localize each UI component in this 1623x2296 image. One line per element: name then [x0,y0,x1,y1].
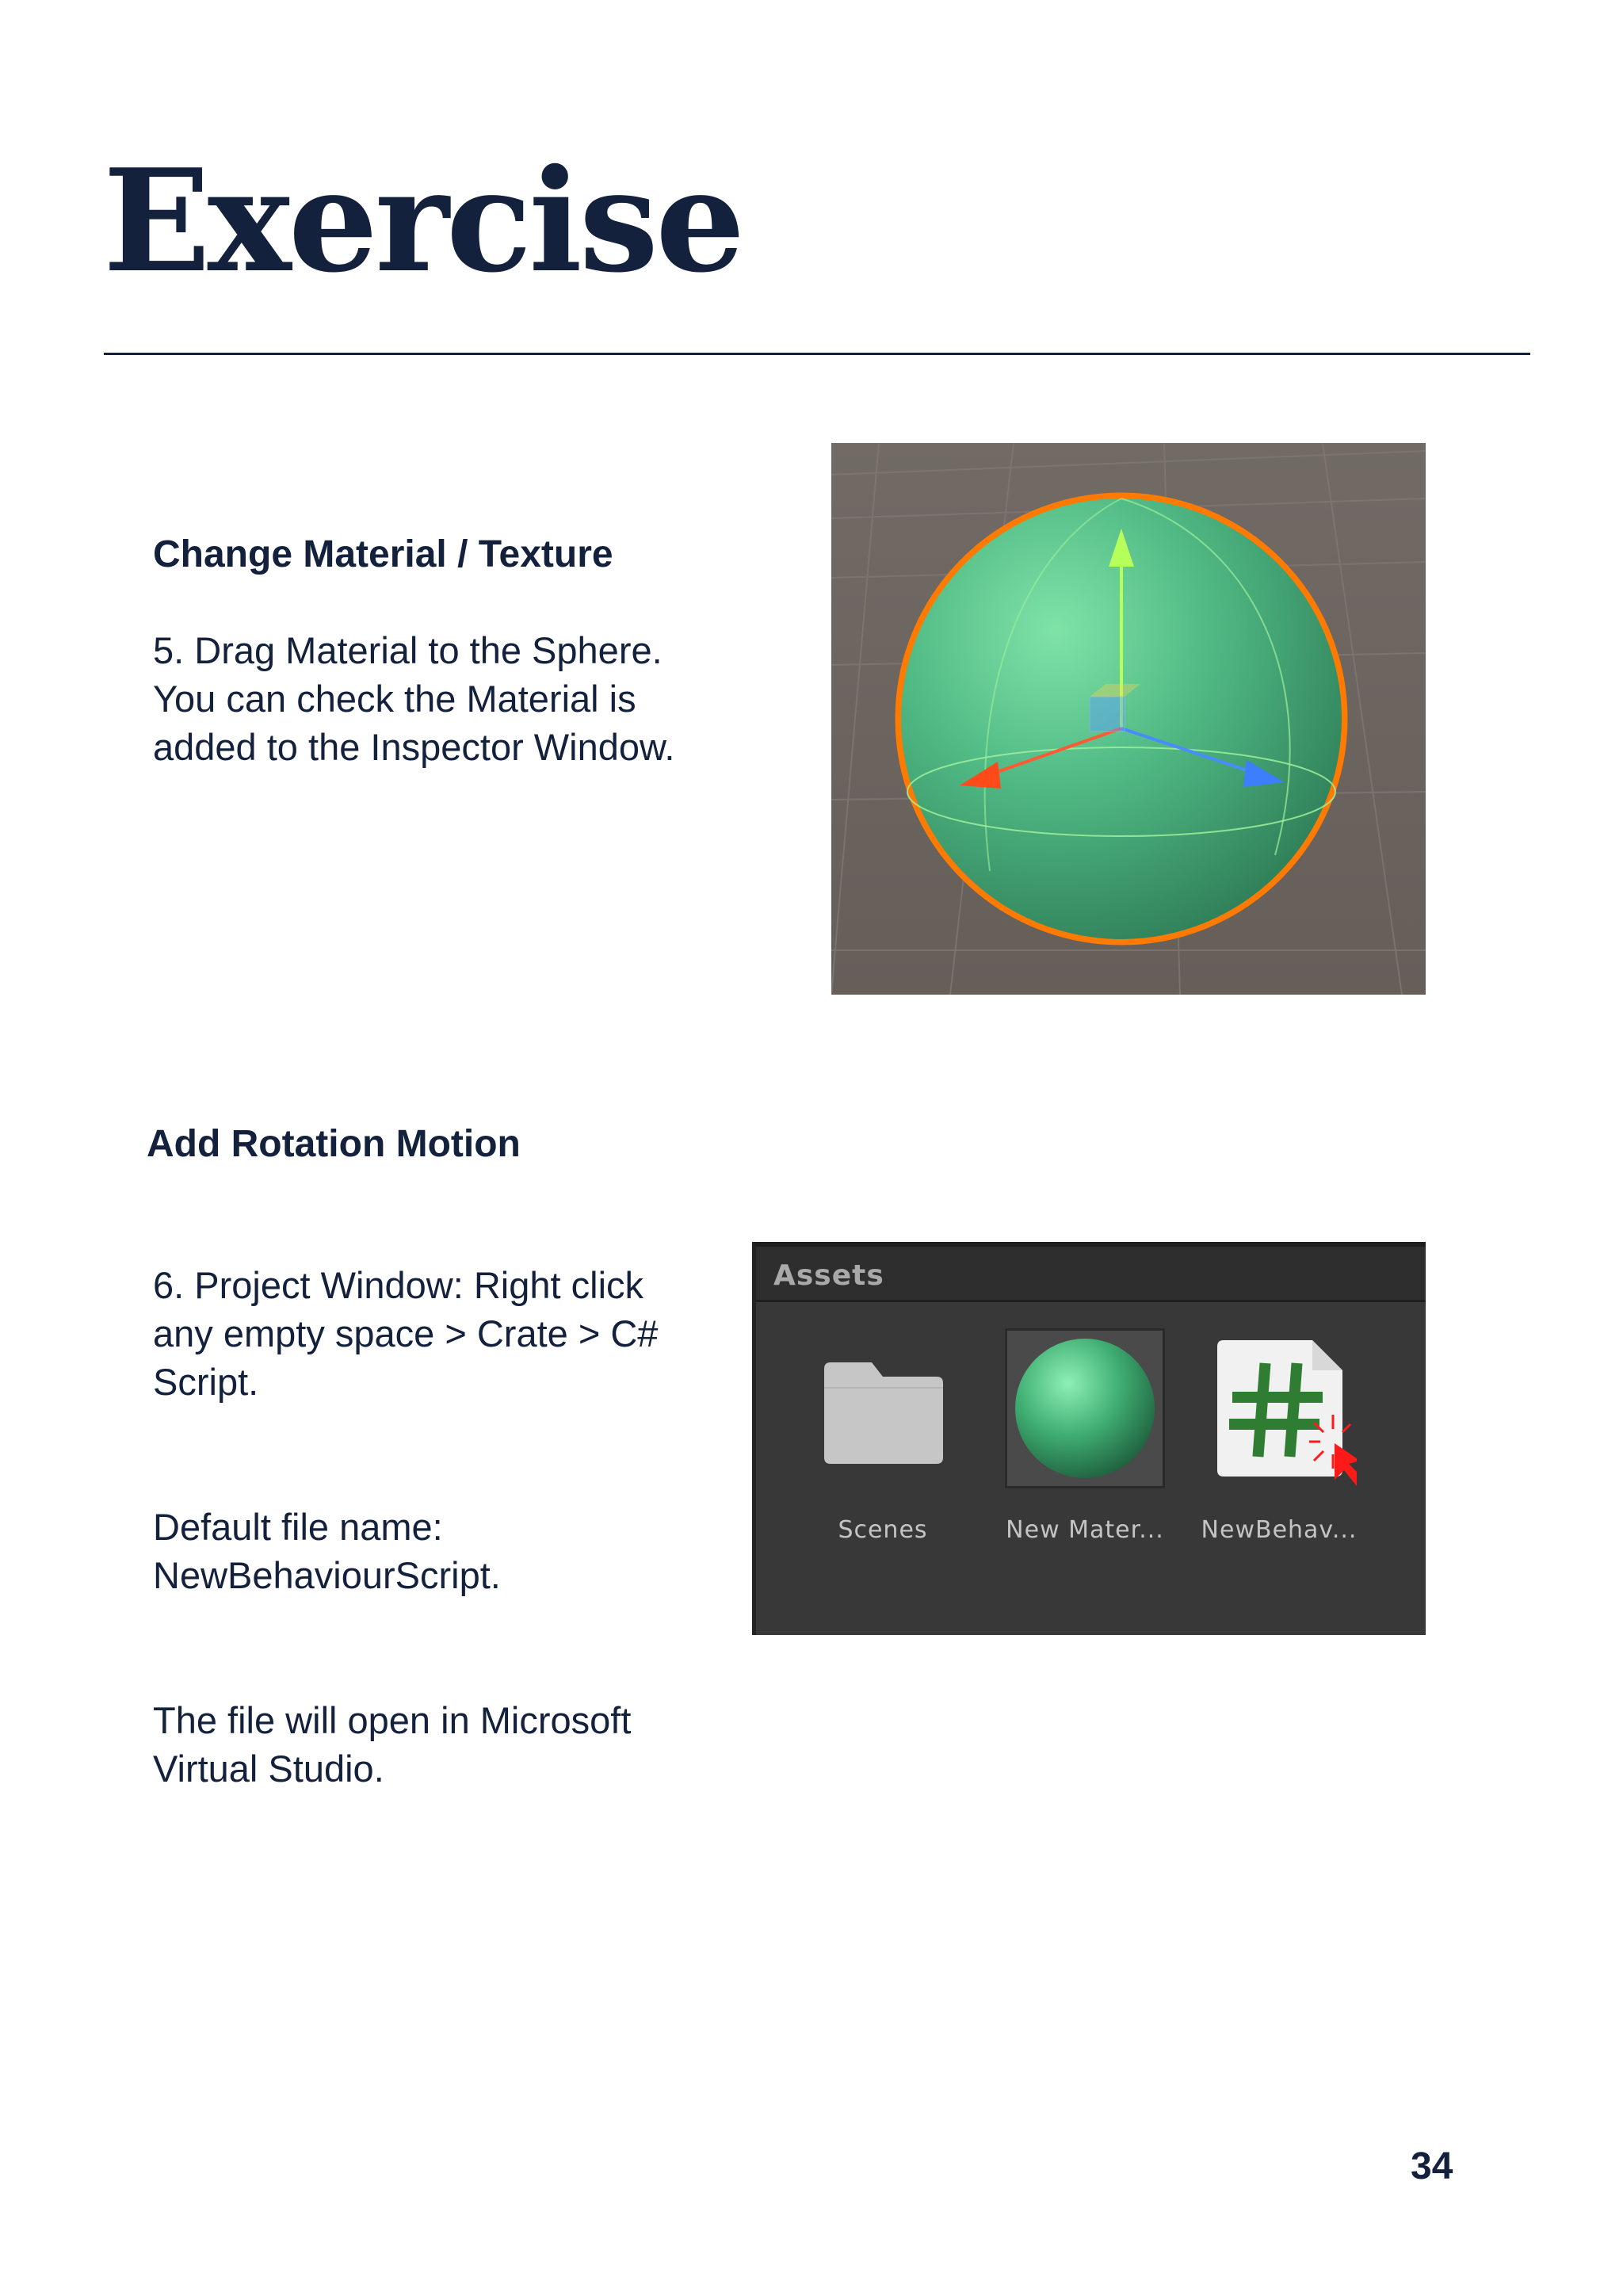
step-5-text: 5. Drag Material to the Sphere. You can check the Material is added to the Inspector Window. [153,629,675,768]
asset-label: Scenes [838,1516,928,1544]
title-divider [104,353,1530,355]
asset-item-scenes[interactable] [800,1331,966,1544]
assets-header-label: Assets [773,1259,884,1292]
material-sphere-icon [1007,1331,1163,1486]
section-heading-rotation: Add Rotation Motion [147,1123,521,1165]
scene-view-sphere-screenshot [831,443,1426,995]
asset-item-material[interactable] [1002,1331,1168,1544]
page-number: 34 [1411,2145,1453,2187]
assets-panel-header [756,1242,1426,1302]
step-6-text: 6. Project Window: Right click any empty space > Crate > C# Script. [153,1264,659,1403]
asset-item-script[interactable] [1196,1331,1362,1544]
default-file-name-text: Default file name: NewBehaviourScript. [153,1506,501,1596]
file-open-note-text: The file will open in Microsoft Virtual Studio. [153,1699,632,1790]
step-6-block [153,1213,658,1841]
asset-label: New Mater... [1006,1516,1164,1544]
folder-icon [805,1331,960,1486]
assets-panel-screenshot [752,1242,1426,1635]
asset-label: NewBehav... [1201,1516,1358,1544]
csharp-script-icon [1201,1331,1357,1486]
section-heading-material: Change Material / Texture [153,533,613,575]
page-title: Exercise [103,138,743,304]
